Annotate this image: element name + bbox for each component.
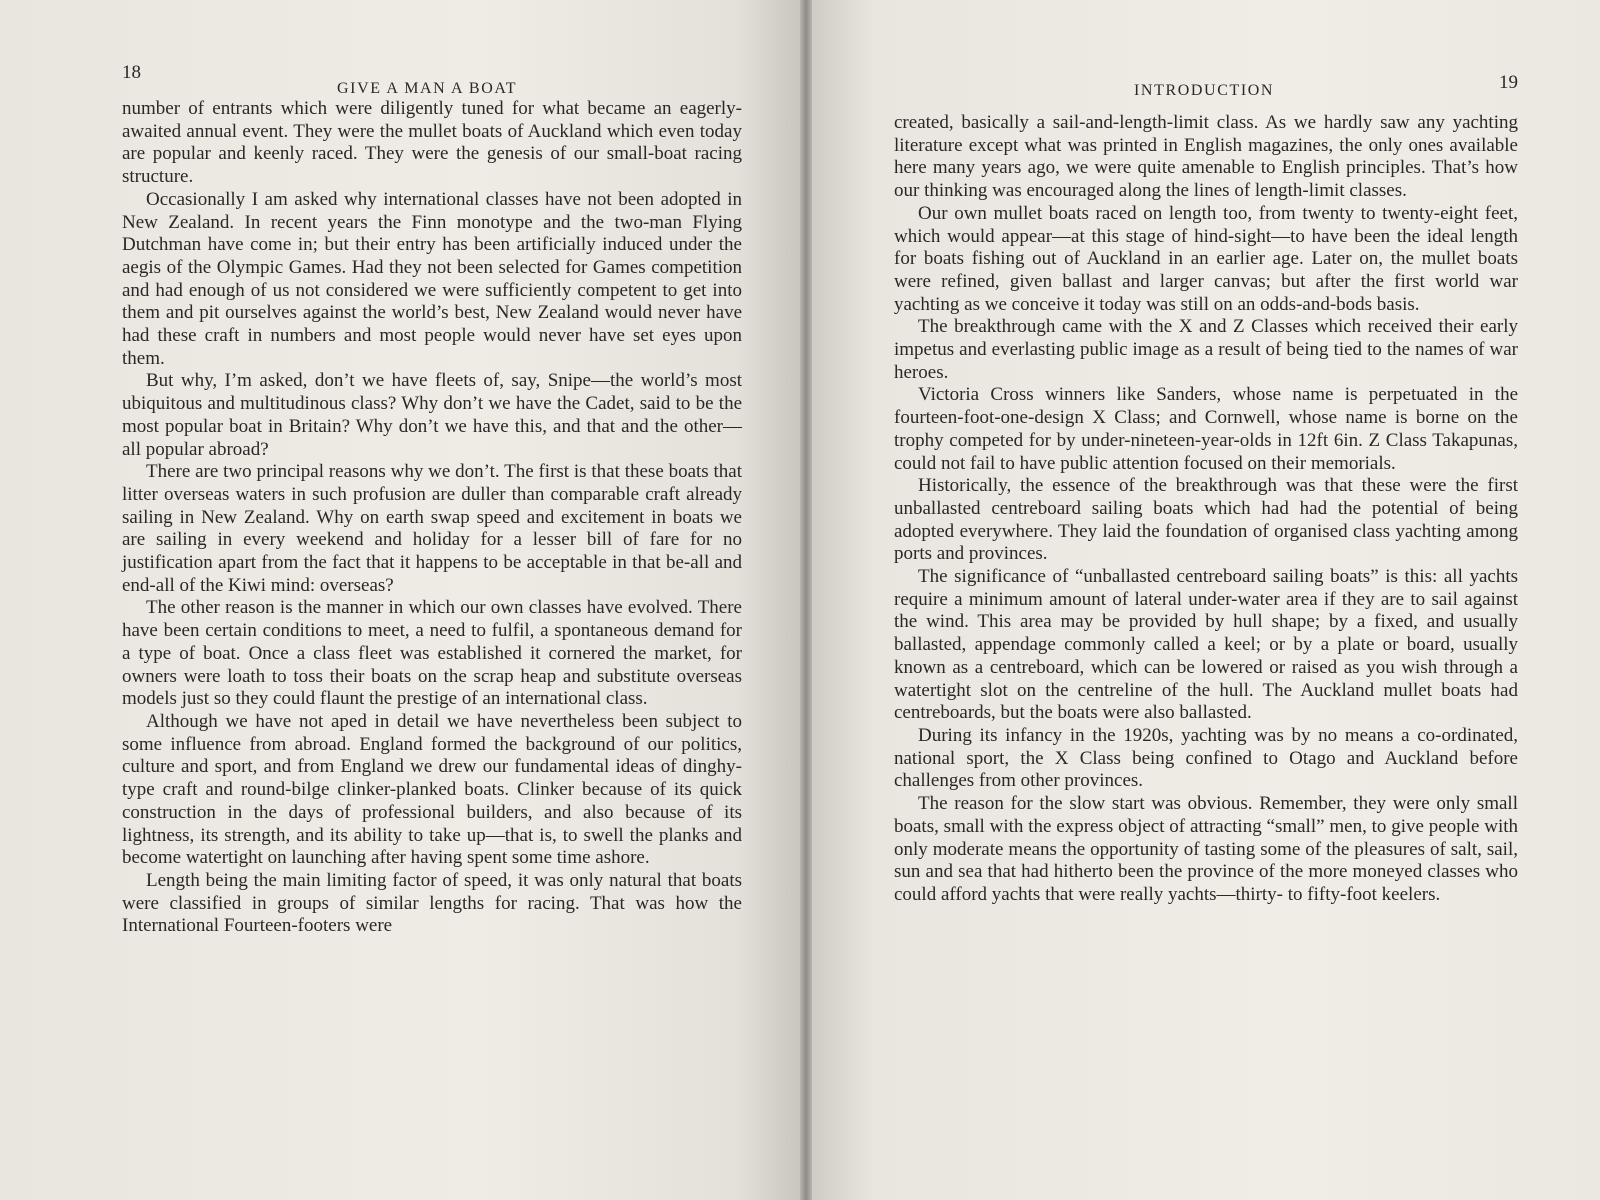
paragraph: The reason for the slow start was obvious. Remember, they were only small boats, small with the express object of attracting “small” men, to give people with only moderate means the opportunity of tasting some of the pleasures of salt, sail, sun and sea that had hitherto been the province of the more moneyed classes who could afford yachts that were really yachts—thirty- to fifty-foot keelers. <box>894 793 1518 905</box>
paragraph: During its infancy in the 1920s, yachting was by no means a co-ordinated, national sport, the X Class being confined to Otago and Auckland before challenges from other provinces. <box>894 724 1518 792</box>
paragraph: Victoria Cross winners like Sanders, whose name is perpetuated in the fourteen-foot-one-design X Class; and Cornwell, whose name is borne on the trophy competed for by under-nineteen-year-olds in 12ft 6in. Z Class Takapunas, could not fail to have public attention focused on their memorials. <box>894 384 1518 474</box>
paragraph: number of entrants which were diligently tuned for what became an eagerly-awaited annual event. They were the mullet boats of Auckland which even today are popular and keenly raced. They were the genesis of our small-boat racing structure. <box>122 98 742 188</box>
right-page <box>812 0 1600 1200</box>
running-title: INTRODUCTION <box>1134 82 1275 99</box>
paragraph: The breakthrough came with the X and Z Classes which received their early impetus and everlasting public image as a result of being tied to the names of war heroes. <box>894 316 1518 383</box>
running-head <box>122 60 742 98</box>
paragraph: The significance of “unballasted centreboard sailing boats” is this: all yachts require a minimum amount of lateral under-water area if they are to sail against the wind. This area may be provided by hull shape; by a fixed, and usually ballasted, appendage commonly called a keel; or by a plate or board, usually known as a centreboard, which can be lowered or raised as you wish through a watertight slot on the centreline of the hull. The Auckland mullet boats had centreboards, but the boats were also ballasted. <box>894 566 1518 724</box>
page-number: 19 <box>1499 72 1518 93</box>
body-text <box>894 112 1518 907</box>
paragraph: Although we have not aped in detail we have nevertheless been subject to some influence from abroad. England formed the background of our politics, culture and sport, and from England we drew our fundamental ideas of dinghy-type craft and round-bilge clinker-planked boats. Clinker because of its quick construction in the days of professional builders, and also because of its lightness, its strength, and its ability to take up—that is, to swell the planks and become watertight on launching after having spent some time ashore. <box>122 710 742 869</box>
paragraph: Our own mullet boats raced on length too, from twenty to twenty-eight feet, which would appear—at this stage of hind-sight—to have been the ideal length for boats fishing out of Auckland in an earlier age. Later on, the mullet boats were refined, given ballast and larger canvas; but after the first world war yachting as we conceive it today was still on an odds-and-bods basis. <box>894 202 1518 315</box>
paragraph: Historically, the essence of the breakthrough was that these were the first unballasted centreboard sailing boats which had had the potential of being adopted everywhere. They laid the foundation of organised class yachting among ports and provinces. <box>894 475 1518 565</box>
book-gutter <box>800 0 812 1200</box>
paragraph: Occasionally I am asked why international classes have not been adopted in New Zealand. In recent years the Finn monotype and the two-man Flying Dutchman have come in; but their entry has been artificially induced under the aegis of the Olympic Games. Had they not been selected for Games competition and had enough of us not considered we were sufficiently competent to get into them and pit ourselves against the world’s best, New Zealand would never have had these craft in numbers and most people would never have set eyes upon them. <box>122 188 742 369</box>
paragraph: The other reason is the manner in which our own classes have evolved. There have been certain conditions to meet, a need to fulfil, a spontaneous demand for a type of boat. Once a class fleet was established it cornered the market, for owners were loath to toss their boats on the scrap heap and substitute overseas models just so they could flaunt the prestige of an international class. <box>122 597 742 710</box>
running-title: GIVE A MAN A BOAT <box>337 80 518 97</box>
paragraph: But why, I’m asked, don’t we have fleets of, say, Snipe—the world’s most ubiquitous and multitudinous class? Why don’t we have the Cadet, said to be the most popular boat in Britain? Why don’t we have this, and that and the other—all popular abroad? <box>122 370 742 460</box>
body-text <box>122 98 742 938</box>
paragraph: created, basically a sail-and-length-limit class. As we hardly saw any yachting literature except what was printed in English magazines, the only ones available here many years ago, we were quite amenable to English principles. That’s how our thinking was encouraged along the lines of length-limit classes. <box>894 112 1518 202</box>
page-number: 18 <box>122 62 141 83</box>
running-head <box>894 70 1518 108</box>
paragraph: Length being the main limiting factor of speed, it was only natural that boats were classified in groups of similar lengths for racing. That was how the International Fourteen-footers were <box>122 869 742 937</box>
paragraph: There are two principal reasons why we don’t. The first is that these boats that litter overseas waters in such profusion are duller than comparable craft already sailing in New Zealand. Why on earth swap speed and excitement in boats we are sailing in every weekend and holiday for a lesser bill of fare for no justification apart from the fact that it happens to be acceptable in that be-all and end-all of the Kiwi mind: overseas? <box>122 461 742 596</box>
